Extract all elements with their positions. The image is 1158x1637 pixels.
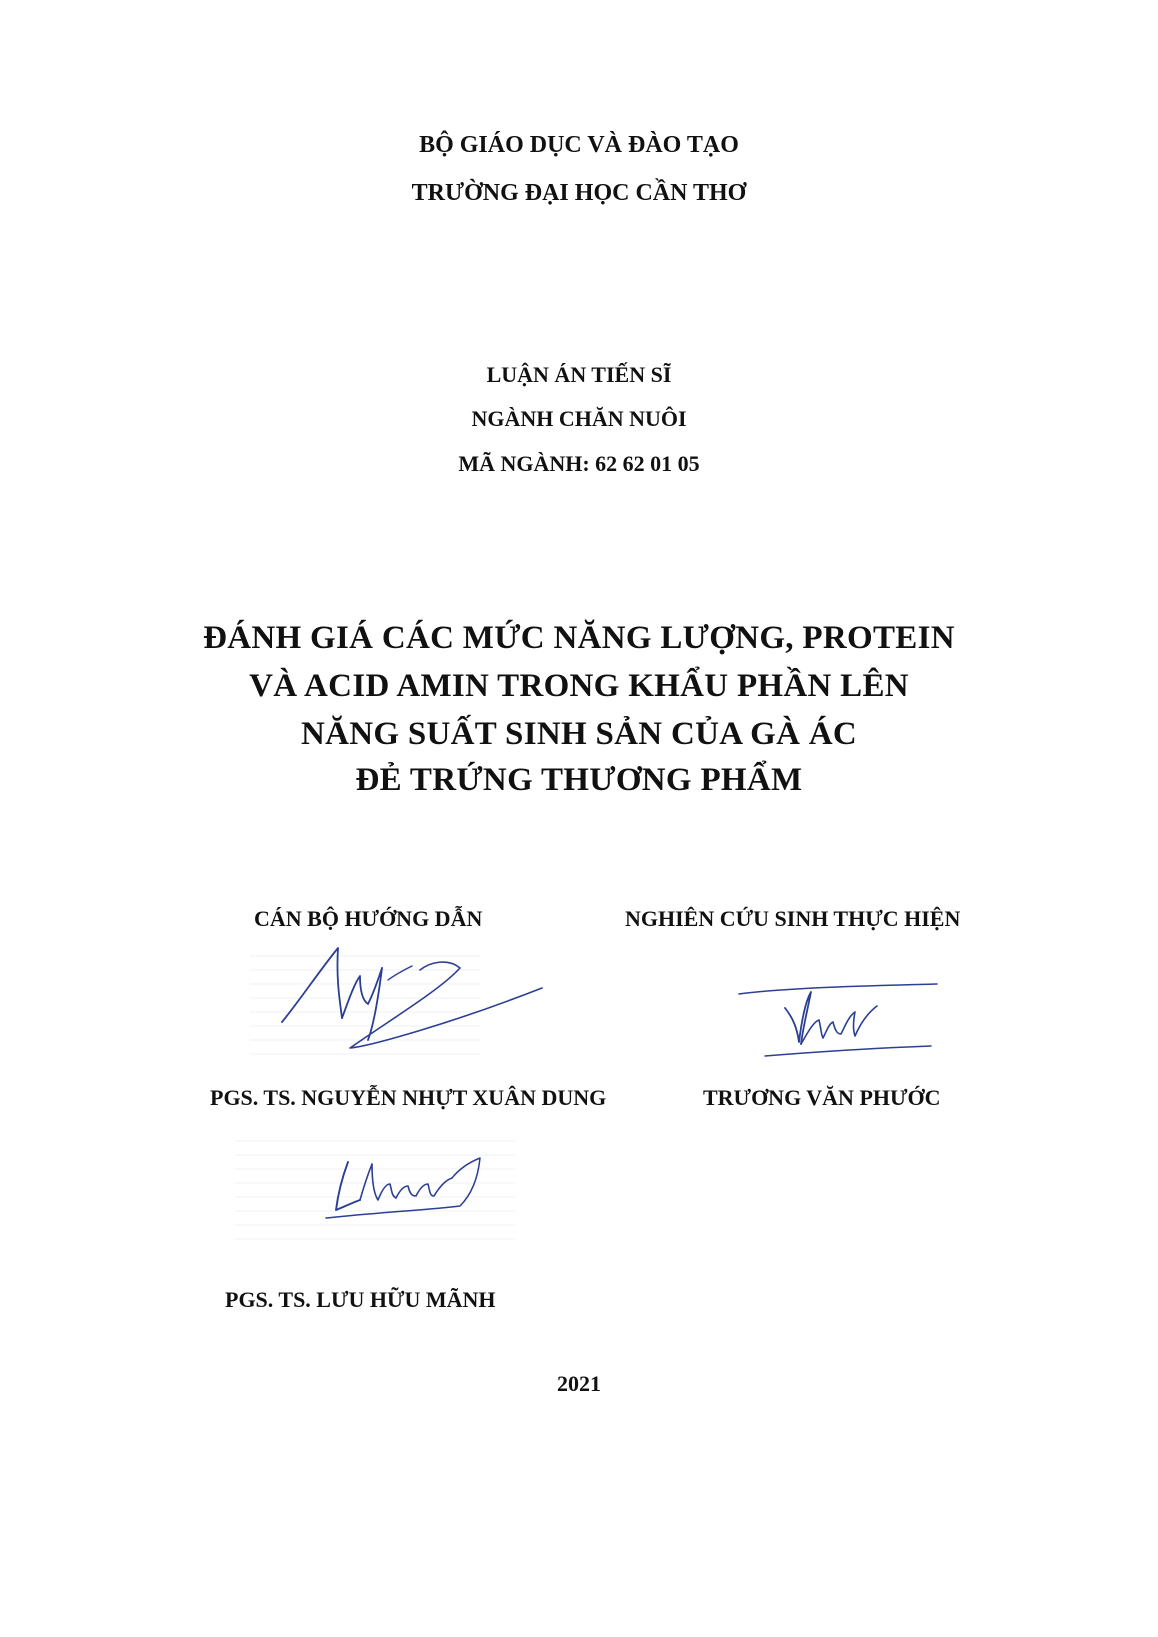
major-code: MÃ NGÀNH: 62 62 01 05 xyxy=(458,451,700,476)
major-name: NGÀNH CHĂN NUÔI xyxy=(471,406,687,431)
student-name: TRƯƠNG VĂN PHƯỚC xyxy=(703,1085,941,1110)
ministry-name: BỘ GIÁO DỤC VÀ ĐÀO TẠO xyxy=(419,132,739,158)
thesis-title-line-3: NĂNG SUẤT SINH SẢN CỦA GÀ ÁC xyxy=(300,716,858,752)
thesis-title-line-1: ĐÁNH GIÁ CÁC MỨC NĂNG LƯỢNG, PROTEIN xyxy=(203,620,955,656)
degree-type: LUẬN ÁN TIẾN SĨ xyxy=(486,362,672,387)
supervisor-2-name: PGS. TS. LƯU HỮU MÃNH xyxy=(225,1287,496,1312)
student-heading: NGHIÊN CỨU SINH THỰC HIỆN xyxy=(625,906,961,931)
signature-supervisor-1 xyxy=(270,940,560,1060)
university-name: TRƯỜNG ĐẠI HỌC CẦN THƠ xyxy=(411,180,747,206)
signature-supervisor-2 xyxy=(320,1148,500,1228)
supervisor-1-name: PGS. TS. NGUYỄN NHỰT XUÂN DUNG xyxy=(210,1085,607,1110)
supervisor-heading: CÁN BỘ HƯỚNG DẪN xyxy=(254,906,483,931)
year: 2021 xyxy=(557,1371,601,1396)
signature-student xyxy=(735,972,945,1067)
thesis-title-line-2: VÀ ACID AMIN TRONG KHẨU PHẦN LÊN xyxy=(249,668,909,704)
thesis-title-line-4: ĐẺ TRỨNG THƯƠNG PHẨM xyxy=(355,762,803,798)
